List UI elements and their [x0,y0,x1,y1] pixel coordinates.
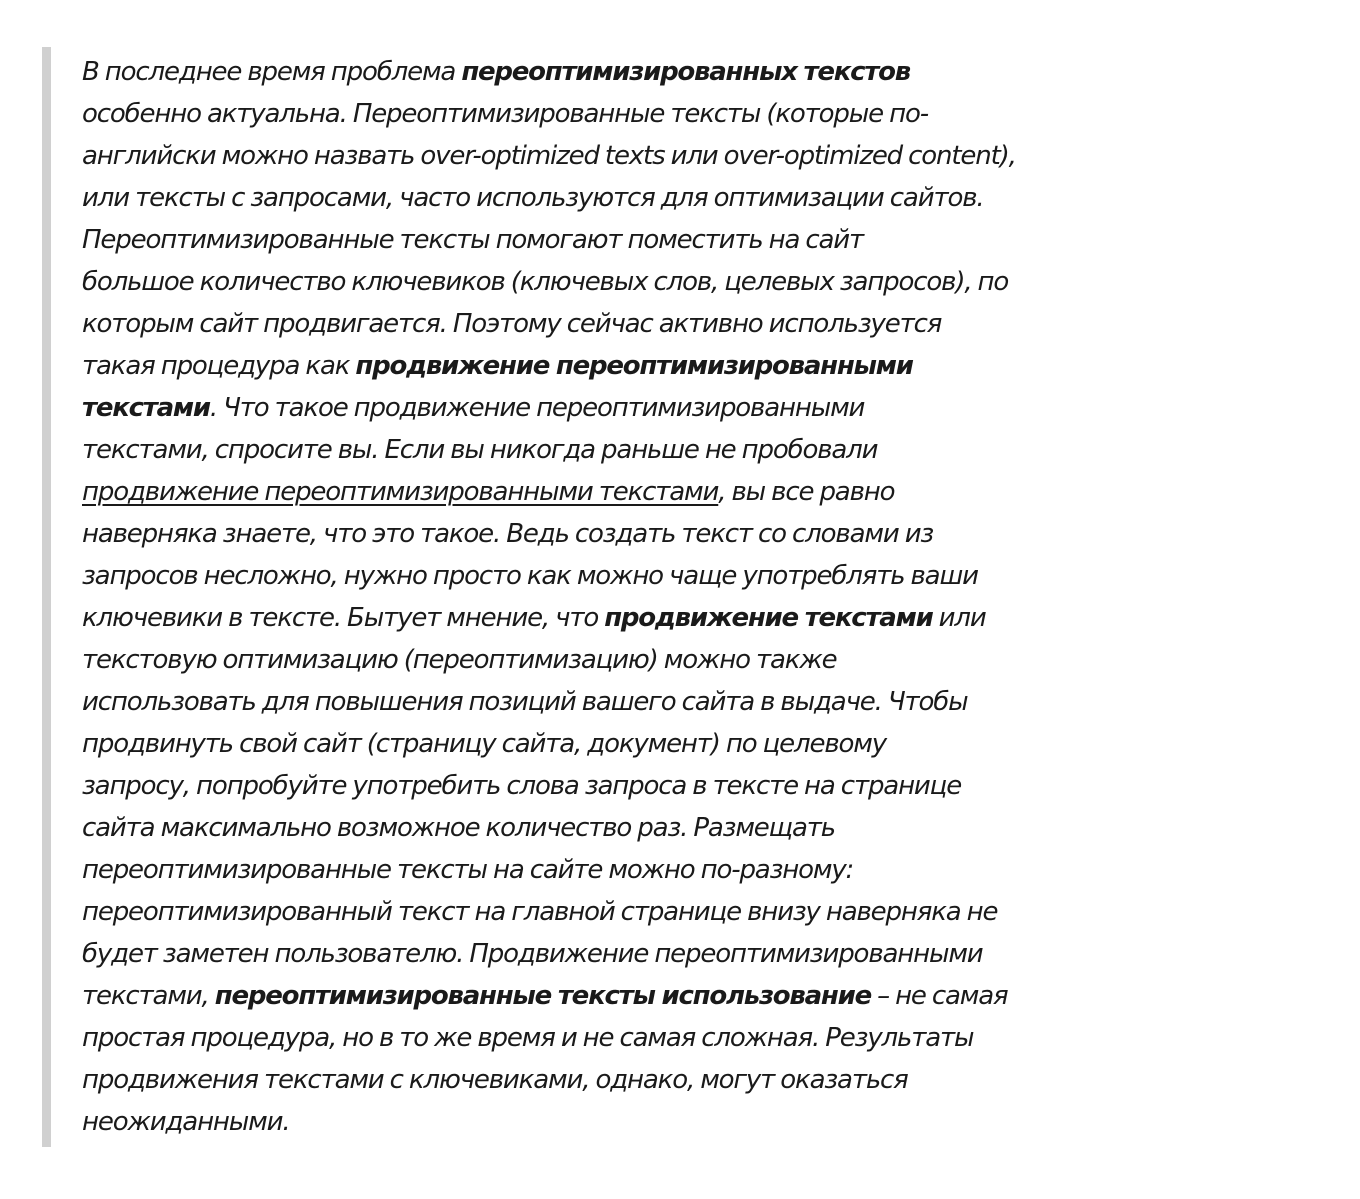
text-line [82,303,1122,345]
text-line [82,135,1122,177]
text-line [82,1017,1122,1059]
text-line [82,849,1122,891]
text-run: продвинуть свой сайт (страницу сайта, документ) по целевому [82,729,886,759]
text-run: наверняка знаете, что это такое. Ведь создать текст со словами из [82,519,934,549]
text-run: – не самая [870,981,1008,1011]
bold-phrase: переоптимизированных текстов [461,57,910,87]
text-run: простая процедура, но в то же время и не самая сложная. Результаты [82,1023,974,1053]
text-run: , вы все равно [718,477,895,507]
text-run: большое количество ключевиков (ключевых слов, целевых запросов), по [82,267,1009,297]
text-run: В последнее время проблема [82,57,462,87]
bold-phrase: переоптимизированные тексты использование [214,981,871,1011]
text-line [82,429,1122,471]
text-run: английски можно назвать over-optimized texts или over-optimized content), [82,141,1016,171]
text-line [82,639,1122,681]
bold-phrase: продвижение переоптимизированными [355,351,913,381]
text-line [82,387,1122,429]
text-run: переоптимизированный текст на главной странице внизу наверняка не [82,897,998,927]
text-run: запросов несложно, нужно просто как можно чаще употреблять ваши [82,561,978,591]
inline-link[interactable]: продвижение переоптимизированными текстами [82,477,719,507]
text-line [82,933,1122,975]
text-line [82,219,1122,261]
text-run: текстами, [82,981,215,1011]
text-line [82,807,1122,849]
text-run: продвижения текстами с ключевиками, однако, могут оказаться [82,1065,908,1095]
text-line [82,681,1122,723]
text-line [82,177,1122,219]
text-line [82,261,1122,303]
text-run: или [932,603,986,633]
text-line [82,765,1122,807]
text-line [82,51,1122,93]
text-line [82,93,1122,135]
text-run: которым сайт продвигается. Поэтому сейчас активно используется [82,309,942,339]
text-line [82,597,1122,639]
text-run: или тексты с запросами, часто используются для оптимизации сайтов. [82,183,984,213]
text-run: Переоптимизированные тексты помогают поместить на сайт [82,225,864,255]
blockquote-bar [42,47,51,1147]
text-run: запросу, попробуйте употребить слова запроса в тексте на странице [82,771,962,801]
bold-phrase: текстами [82,393,210,423]
text-line [82,1059,1122,1101]
text-run: ключевики в тексте. Бытует мнение, что [82,603,605,633]
text-run: такая процедура как [82,351,356,381]
bold-phrase: продвижение текстами [604,603,933,633]
text-run: текстовую оптимизацию (переоптимизацию) можно также [82,645,837,675]
text-line [82,345,1122,387]
text-run: текстами, спросите вы. Если вы никогда раньше не пробовали [82,435,878,465]
text-run: переоптимизированные тексты на сайте можно по-разному: [82,855,854,885]
text-line [82,471,1122,513]
text-line [82,513,1122,555]
text-line [82,975,1122,1017]
text-run: сайта максимально возможное количество раз. Размещать [82,813,835,843]
text-line [82,555,1122,597]
text-run: неожиданными. [82,1107,290,1137]
text-run: . Что такое продвижение переоптимизированными [209,393,865,423]
text-line [82,1101,1122,1143]
text-run: особенно актуальна. Переоптимизированные тексты (которые по- [82,99,928,129]
text-line [82,891,1122,933]
text-run: использовать для повышения позиций вашего сайта в выдаче. Чтобы [82,687,968,717]
blockquote-text [82,51,1122,1143]
text-line [82,723,1122,765]
text-run: будет заметен пользователю. Продвижение переоптимизированными [82,939,983,969]
